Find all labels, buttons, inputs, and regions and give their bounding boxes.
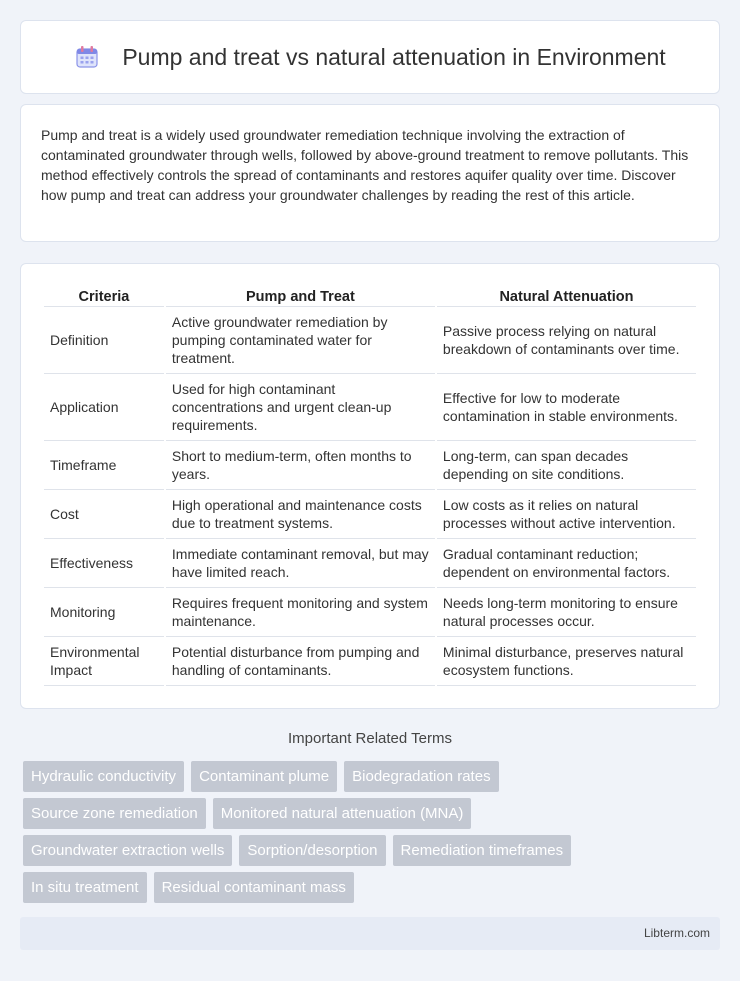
natural-attenuation-cell: Long-term, can span decades depending on site conditions. xyxy=(437,441,696,490)
pump-and-treat-cell: Used for high contaminant concentrations and urgent clean-up requirements. xyxy=(166,374,435,441)
intro-card xyxy=(20,104,720,242)
pump-and-treat-cell: Potential disturbance from pumping and handling of contaminants. xyxy=(166,637,435,686)
criteria-cell: Application xyxy=(44,374,164,441)
criteria-cell: Monitoring xyxy=(44,588,164,637)
related-term-tag[interactable]: Source zone remediation xyxy=(23,798,206,829)
related-terms-list xyxy=(23,761,723,909)
table-row xyxy=(44,307,696,374)
table-row xyxy=(44,637,696,686)
related-term-tag[interactable]: Remediation timeframes xyxy=(393,835,572,866)
criteria-cell: Timeframe xyxy=(44,441,164,490)
pump-and-treat-cell: High operational and maintenance costs due to treatment systems. xyxy=(166,490,435,539)
related-term-tag[interactable]: Groundwater extraction wells xyxy=(23,835,232,866)
criteria-cell: Cost xyxy=(44,490,164,539)
comparison-table xyxy=(42,285,698,686)
header-criteria: Criteria xyxy=(44,285,164,307)
header-pump-and-treat: Pump and Treat xyxy=(166,285,435,307)
natural-attenuation-cell: Gradual contaminant reduction; dependent on environmental factors. xyxy=(437,539,696,588)
header-natural-attenuation: Natural Attenuation xyxy=(437,285,696,307)
natural-attenuation-cell: Low costs as it relies on natural processes without active intervention. xyxy=(437,490,696,539)
criteria-cell: Environmental Impact xyxy=(44,637,164,686)
comparison-table-card xyxy=(20,263,720,709)
natural-attenuation-cell: Minimal disturbance, preserves natural ecosystem functions. xyxy=(437,637,696,686)
pump-and-treat-cell: Short to medium-term, often months to years. xyxy=(166,441,435,490)
related-term-tag[interactable]: Sorption/desorption xyxy=(239,835,385,866)
footer-site-link[interactable]: Libterm.com xyxy=(643,926,710,940)
pump-and-treat-cell: Requires frequent monitoring and system maintenance. xyxy=(166,588,435,637)
footer xyxy=(20,917,720,950)
natural-attenuation-cell: Needs long-term monitoring to ensure natural processes occur. xyxy=(437,588,696,637)
header-card xyxy=(20,20,720,94)
page-title: Pump and treat vs natural attenuation in Environment xyxy=(122,43,666,70)
tag-row xyxy=(23,835,723,866)
tag-row xyxy=(23,761,723,792)
criteria-cell: Effectiveness xyxy=(44,539,164,588)
table-row xyxy=(44,441,696,490)
related-term-tag[interactable]: Residual contaminant mass xyxy=(154,872,354,903)
table-row xyxy=(44,374,696,441)
related-term-tag[interactable]: Contaminant plume xyxy=(191,761,337,792)
related-term-tag[interactable]: Hydraulic conductivity xyxy=(23,761,184,792)
related-terms-title: Important Related Terms xyxy=(288,730,452,747)
table-row xyxy=(44,588,696,637)
tag-row xyxy=(23,798,723,829)
related-term-tag[interactable]: Biodegradation rates xyxy=(344,761,498,792)
pump-and-treat-cell: Immediate contaminant removal, but may have limited reach. xyxy=(166,539,435,588)
table-row xyxy=(44,539,696,588)
tag-row xyxy=(23,872,723,903)
intro-text: Pump and treat is a widely used groundwater remediation technique involving the extraction of contaminated groundwater through wells, followed by above-ground treatment to remove pollutants. This method effectively controls the spread of contaminants and restores aquifer quality over time. Discover how pump and treat can address your groundwater challenges by reading the rest of this article. xyxy=(41,127,689,203)
calendar-icon xyxy=(74,44,100,70)
natural-attenuation-cell: Effective for low to moderate contamination in stable environments. xyxy=(437,374,696,441)
table-row xyxy=(44,490,696,539)
pump-and-treat-cell: Active groundwater remediation by pumping contaminated water for treatment. xyxy=(166,307,435,374)
criteria-cell: Definition xyxy=(44,307,164,374)
related-term-tag[interactable]: Monitored natural attenuation (MNA) xyxy=(213,798,472,829)
natural-attenuation-cell: Passive process relying on natural breakdown of contaminants over time. xyxy=(437,307,696,374)
table-header-row xyxy=(44,285,696,307)
related-term-tag[interactable]: In situ treatment xyxy=(23,872,147,903)
